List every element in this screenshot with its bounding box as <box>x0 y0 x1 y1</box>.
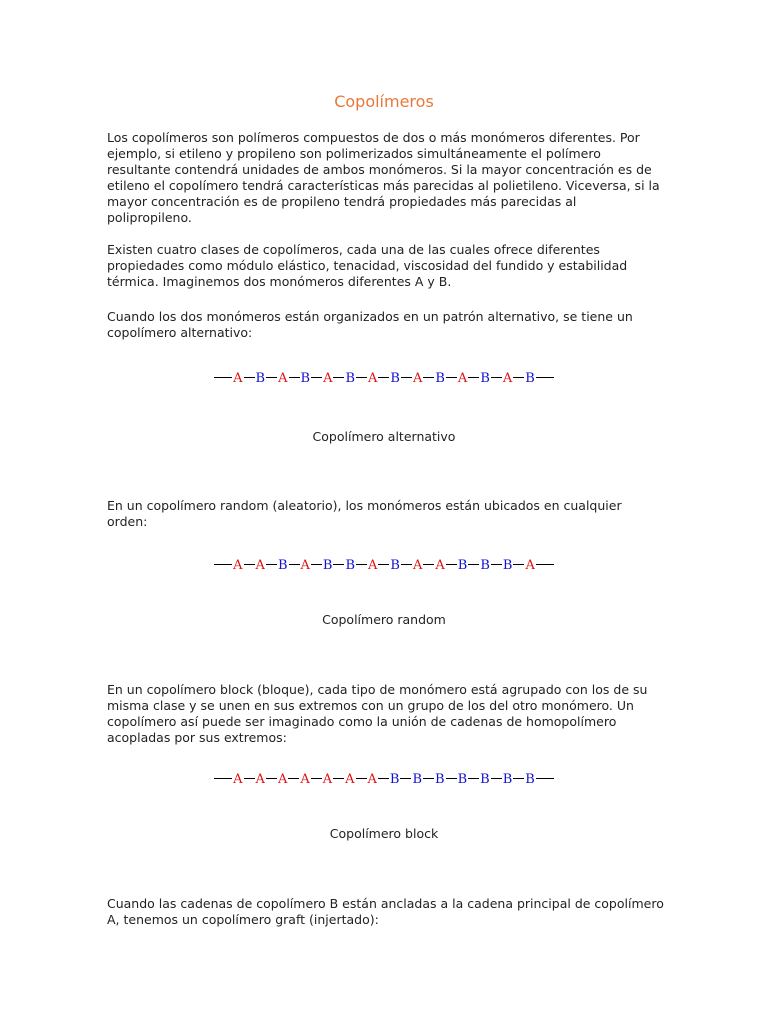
chain-bond <box>244 564 255 565</box>
monomer-a: A <box>300 558 310 573</box>
monomer-a: A <box>345 772 355 787</box>
monomer-b: B <box>457 558 468 573</box>
chain-bond <box>266 377 277 378</box>
chain-bond <box>491 377 502 378</box>
monomer-b: B <box>390 558 400 573</box>
monomer-b: B <box>480 558 490 573</box>
chain-bond <box>446 377 457 378</box>
chain-bond <box>401 564 412 565</box>
block-chain-diagram <box>0 771 768 789</box>
chain-bond <box>446 778 457 779</box>
chain-bond <box>356 377 367 378</box>
monomer-a: A <box>322 772 333 787</box>
chain-bond <box>356 564 367 565</box>
monomer-a: A <box>278 371 288 386</box>
graft-paragraph: Cuando las cadenas de copolímero B están ancladas a la cadena principal de copolímero A, tenemos un copolímero graft (injertado): <box>107 896 664 927</box>
chain-bond <box>513 564 524 565</box>
chain-bond <box>401 377 412 378</box>
alternating-paragraph: Cuando los dos monómeros están organizados en un patrón alternativo, se tiene un copolímero alternativo: <box>107 309 633 340</box>
block-caption: Copolímero block <box>329 826 439 841</box>
monomer-a: A <box>457 371 468 386</box>
monomer-b: B <box>457 772 468 787</box>
chain-bond <box>244 778 255 779</box>
chain-bond <box>266 778 277 779</box>
classes-paragraph: Existen cuatro clases de copolímeros, cada una de las cuales ofrece diferentes propiedades como módulo elástico, tenacidad, viscosidad del fundido y estabilidad térmica. Imaginemos dos monómeros diferentes A y B. <box>107 242 628 289</box>
chain-bond <box>536 564 554 565</box>
alternating-chain-diagram <box>0 370 768 388</box>
monomer-a: A <box>300 772 310 787</box>
chain-bond <box>266 564 277 565</box>
chain-bond <box>468 778 479 779</box>
chain-bond <box>289 377 300 378</box>
monomer-b: B <box>390 371 400 386</box>
monomer-a: A <box>233 772 243 787</box>
chain-bond <box>378 778 389 779</box>
monomer-b: B <box>255 371 266 386</box>
chain-bond <box>446 564 457 565</box>
monomer-b: B <box>502 772 513 787</box>
random-caption: Copolímero random <box>322 612 446 627</box>
chain-bond <box>311 377 322 378</box>
chain-bond <box>468 377 479 378</box>
monomer-a: A <box>502 371 513 386</box>
block-paragraph: En un copolímero block (bloque), cada tipo de monómero está agrupado con los de su misma clase y se unen en sus extremos con un grupo de los del otro monómero. Un copolímero así puede ser imaginado como la unión de cadenas de homopolímero acopladas por sus extremos: <box>107 682 648 745</box>
monomer-b: B <box>435 371 445 386</box>
monomer-b: B <box>525 371 535 386</box>
chain-bond <box>311 564 322 565</box>
monomer-a: A <box>412 558 423 573</box>
chain-bond <box>491 564 502 565</box>
monomer-b: B <box>345 371 356 386</box>
chain-bond <box>423 564 434 565</box>
chain-bond <box>378 564 389 565</box>
chain-bond <box>214 377 232 378</box>
alternating-caption: Copolímero alternativo <box>312 429 456 444</box>
intro-paragraph: Los copolímeros son polímeros compuestos de dos o más monómeros diferentes. Por ejemplo, si etileno y propileno son polimerizados simultáneamente el polímero resultante contendrá unidades de ambos monómeros. Si la mayor concentración es de etileno el copolímero tendrá características más parecidas al polietileno. Viceversa, si la mayor concentración es de propileno tendrá propiedades más parecidas al polipropileno. <box>107 130 660 225</box>
monomer-a: A <box>368 558 378 573</box>
monomer-a: A <box>255 558 265 573</box>
random-chain-diagram <box>0 557 768 575</box>
chain-bond <box>333 778 344 779</box>
monomer-b: B <box>502 558 513 573</box>
random-paragraph: En un copolímero random (aleatorio), los monómeros están ubicados en cualquier orden: <box>107 498 622 529</box>
chain-bond <box>423 377 434 378</box>
monomer-a: A <box>323 371 333 386</box>
chain-bond <box>333 564 344 565</box>
chain-bond <box>491 778 502 779</box>
chain-bond <box>289 564 300 565</box>
chain-bond <box>378 377 389 378</box>
monomer-b: B <box>345 558 356 573</box>
chain-bond <box>536 778 554 779</box>
monomer-a: A <box>435 558 445 573</box>
monomer-b: B <box>300 371 311 386</box>
monomer-a: A <box>255 772 265 787</box>
monomer-b: B <box>480 772 490 787</box>
monomer-b: B <box>525 772 535 787</box>
chain-bond <box>513 377 524 378</box>
monomer-a: A <box>233 558 243 573</box>
monomer-a: A <box>233 371 243 386</box>
chain-bond <box>214 778 232 779</box>
monomer-a: A <box>368 371 378 386</box>
chain-bond <box>513 778 524 779</box>
chain-bond <box>311 778 322 779</box>
chain-bond <box>333 377 344 378</box>
chain-bond <box>468 564 479 565</box>
monomer-b: B <box>322 558 333 573</box>
monomer-b: B <box>480 371 490 386</box>
chain-bond <box>288 778 299 779</box>
monomer-a: A <box>412 371 423 386</box>
chain-bond <box>400 778 411 779</box>
chain-bond <box>214 564 232 565</box>
monomer-b: B <box>412 772 423 787</box>
chain-bond <box>244 377 255 378</box>
page-title: Copolímeros <box>334 92 434 111</box>
monomer-a: A <box>367 772 377 787</box>
monomer-a: A <box>277 772 288 787</box>
chain-bond <box>423 778 434 779</box>
chain-bond <box>356 778 367 779</box>
monomer-a: A <box>525 558 535 573</box>
monomer-b: B <box>277 558 288 573</box>
monomer-b: B <box>435 772 445 787</box>
monomer-b: B <box>389 772 400 787</box>
chain-bond <box>536 377 554 378</box>
